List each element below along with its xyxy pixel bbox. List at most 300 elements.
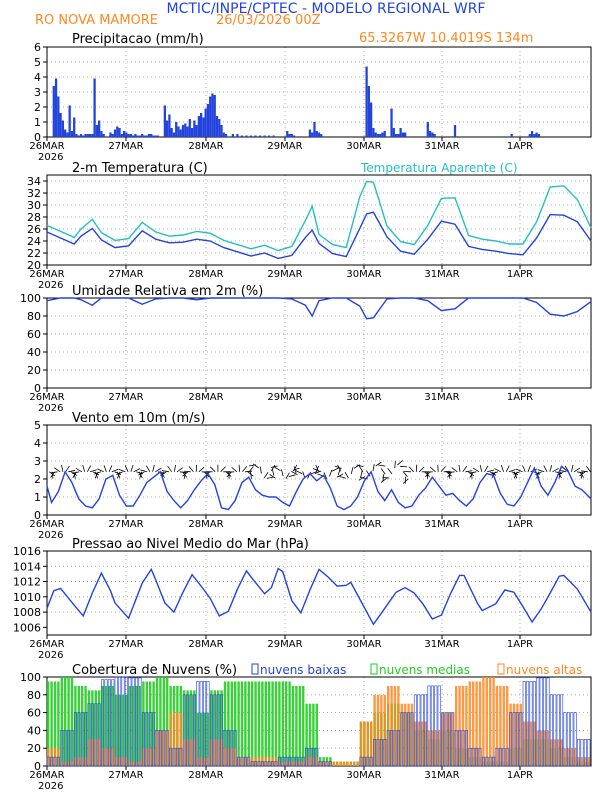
cloud-bar-2 bbox=[360, 722, 362, 767]
wind-arrow bbox=[444, 471, 451, 472]
cloud-bar-1 bbox=[132, 686, 134, 766]
wind-arrow bbox=[83, 465, 85, 472]
panels bbox=[13, 32, 591, 792]
cloud-bar-2 bbox=[285, 762, 287, 766]
wind-arrow bbox=[245, 471, 252, 472]
y-tick-label: 20 bbox=[27, 742, 41, 756]
wind-arrow bbox=[448, 472, 455, 473]
y-tick-label: 22 bbox=[27, 247, 41, 260]
precip-bar bbox=[182, 125, 184, 137]
precip-bar bbox=[293, 136, 295, 138]
x-tick-label: 26MAR bbox=[29, 770, 65, 781]
x-tick-label: 1APR bbox=[506, 269, 534, 280]
cloud-bar-2 bbox=[244, 757, 246, 766]
y-tick-label: 0 bbox=[34, 509, 41, 522]
panel-title: Umidade Relativa em 2m (%) bbox=[72, 284, 264, 299]
cloud-bar-2 bbox=[282, 762, 284, 766]
wind-arrow bbox=[339, 476, 346, 478]
precip-bar bbox=[429, 131, 431, 137]
wind-arrow bbox=[452, 468, 458, 472]
wind-arrow bbox=[574, 468, 580, 472]
precip-bar bbox=[127, 134, 129, 137]
wind-arrow bbox=[271, 465, 275, 471]
x-tick-label: 26MAR bbox=[29, 519, 65, 530]
precip-bar bbox=[155, 136, 157, 138]
x-tick-year: 2026 bbox=[38, 650, 64, 661]
precip-bar bbox=[384, 131, 386, 137]
precip-bar bbox=[198, 116, 200, 137]
cloud-bar-2 bbox=[462, 686, 464, 766]
wind-arrow bbox=[506, 466, 509, 472]
panel-frame bbox=[47, 175, 591, 265]
precip-bar bbox=[259, 136, 261, 138]
cloud-bar-1 bbox=[129, 686, 131, 766]
cloud-bar-2 bbox=[520, 704, 522, 766]
cloud-bar-2 bbox=[492, 677, 494, 766]
cloud-bar-1 bbox=[61, 677, 63, 766]
cloud-bar-1 bbox=[282, 681, 284, 766]
precip-bar bbox=[232, 134, 234, 137]
precip-bar bbox=[404, 133, 406, 138]
precip-bar bbox=[118, 128, 120, 137]
precip-bar bbox=[53, 86, 55, 137]
cloud-bar-2 bbox=[118, 757, 120, 766]
wind-arrow bbox=[87, 466, 90, 472]
wind-arrow bbox=[538, 470, 545, 472]
cloud-bar-1 bbox=[74, 686, 76, 766]
cloud-bar-1 bbox=[268, 681, 270, 766]
wind-arrow bbox=[400, 466, 407, 467]
precip-bar bbox=[397, 134, 399, 137]
y-tick-label: 80 bbox=[27, 310, 41, 323]
x-tick-label: 30MAR bbox=[346, 519, 382, 530]
cloud-bar-2 bbox=[84, 757, 86, 766]
cloud-bar-2 bbox=[309, 757, 311, 766]
y-tick-label: 1006 bbox=[13, 621, 41, 635]
precip-bar bbox=[193, 121, 195, 138]
cloud-bar-1 bbox=[135, 686, 137, 766]
y-tick-label: 4 bbox=[34, 437, 41, 450]
y-tick-label: 5 bbox=[34, 56, 41, 69]
precip-bar bbox=[377, 134, 379, 137]
x-tick-label: 26MAR bbox=[29, 639, 65, 650]
cloud-bar-1 bbox=[292, 686, 294, 766]
precip-bar bbox=[431, 133, 433, 138]
precip-bar bbox=[365, 67, 367, 138]
cloud-bar-2 bbox=[173, 713, 175, 766]
cloud-bar-2 bbox=[346, 762, 348, 766]
wind-arrow bbox=[153, 465, 155, 472]
wind-arrow bbox=[395, 461, 396, 468]
y-tick-label: 20 bbox=[27, 364, 41, 377]
cloud-bar-2 bbox=[516, 704, 518, 766]
x-tick-label: 31MAR bbox=[424, 141, 460, 152]
cloud-bar-1 bbox=[288, 681, 290, 766]
y-tick-label: 34 bbox=[27, 175, 41, 188]
precip-bar bbox=[96, 125, 98, 137]
precip-bar bbox=[313, 122, 315, 137]
cloud-bar-2 bbox=[547, 730, 549, 766]
x-tick-label: 28MAR bbox=[188, 141, 224, 152]
cloud-bar-2 bbox=[458, 686, 460, 766]
header-location: RO NOVA MAMORE bbox=[35, 13, 159, 28]
y-tick-label: 32 bbox=[27, 187, 41, 200]
precip-bar bbox=[62, 121, 64, 138]
cloud-bar-2 bbox=[278, 762, 280, 766]
panel-title: Pressao ao Nivel Medio do Mar (hPa) bbox=[72, 537, 309, 552]
precip-bar bbox=[309, 130, 311, 138]
cloud-bar-1 bbox=[78, 686, 80, 766]
panel-5 bbox=[20, 663, 591, 792]
cloud-bar-2 bbox=[384, 695, 386, 766]
x-tick-label: 26MAR bbox=[29, 269, 65, 280]
cloud-bar-2 bbox=[370, 722, 372, 767]
legend-swatch bbox=[371, 664, 377, 674]
cloud-bar-2 bbox=[132, 762, 134, 766]
header-coords: 65.3267W 10.4019S 134m bbox=[359, 31, 534, 46]
wind-arrow bbox=[381, 468, 385, 474]
precip-bar bbox=[225, 134, 227, 137]
cloud-bar-2 bbox=[129, 762, 131, 766]
wind-arrow bbox=[119, 469, 126, 471]
cloud-bar-2 bbox=[186, 739, 188, 766]
cloud-bar-2 bbox=[377, 695, 379, 766]
wind-arrow bbox=[480, 465, 482, 472]
cloud-bar-2 bbox=[302, 762, 304, 766]
precip-bar bbox=[393, 128, 395, 137]
series-line-1 bbox=[47, 182, 591, 251]
y-tick-label: 3 bbox=[34, 455, 41, 468]
wind-arrow bbox=[289, 475, 296, 477]
cloud-bar-2 bbox=[210, 739, 212, 766]
cloud-bar-2 bbox=[414, 722, 416, 767]
y-tick-label: 40 bbox=[27, 346, 41, 359]
cloud-bar-2 bbox=[214, 739, 216, 766]
cloud-bar-2 bbox=[407, 704, 409, 766]
wind-arrow bbox=[528, 465, 531, 472]
cloud-bar-1 bbox=[139, 686, 141, 766]
cloud-bar-2 bbox=[523, 722, 525, 767]
precip-bar bbox=[202, 118, 204, 138]
precip-bar bbox=[399, 128, 401, 137]
precip-bar bbox=[273, 136, 275, 138]
cloud-bar-2 bbox=[193, 739, 195, 766]
cloud-bar-2 bbox=[404, 704, 406, 766]
wind-arrow bbox=[264, 472, 268, 478]
wind-arrow bbox=[359, 477, 365, 481]
cloud-bar-1 bbox=[312, 704, 314, 766]
cloud-bar-2 bbox=[81, 757, 83, 766]
y-tick-label: 1008 bbox=[13, 606, 41, 620]
precip-bar bbox=[454, 125, 456, 137]
panel-title: Vento em 10m (m/s) bbox=[72, 411, 206, 426]
wind-arrow bbox=[552, 468, 558, 471]
y-tick-label: 5 bbox=[34, 419, 41, 432]
cloud-bar-2 bbox=[112, 748, 114, 766]
cloud-bar-1 bbox=[237, 681, 239, 766]
precip-bar bbox=[375, 133, 377, 138]
precip-bar bbox=[286, 131, 288, 137]
cloud-bar-2 bbox=[169, 713, 171, 766]
header-run: 26/03/2026 00Z bbox=[216, 13, 321, 28]
panel-2 bbox=[20, 284, 591, 414]
legend-apparent: Temperatura Aparente (C) bbox=[361, 161, 518, 175]
precip-bar bbox=[533, 134, 535, 137]
cloud-bar-1 bbox=[309, 704, 311, 766]
x-tick-label: 27MAR bbox=[108, 141, 144, 152]
precip-bar bbox=[112, 134, 114, 137]
x-tick-label: 30MAR bbox=[346, 639, 382, 650]
precip-bar bbox=[254, 136, 256, 138]
cloud-bar-1 bbox=[299, 686, 301, 766]
precip-bar bbox=[109, 133, 111, 138]
cloud-bar-2 bbox=[159, 730, 161, 766]
x-tick-label: 27MAR bbox=[108, 770, 144, 781]
cloud-bar-1 bbox=[295, 686, 297, 766]
precip-bar bbox=[531, 131, 533, 137]
cloud-bar-2 bbox=[571, 748, 573, 766]
precip-bar bbox=[535, 133, 537, 138]
cloud-bar-2 bbox=[567, 748, 569, 766]
precip-bar bbox=[220, 125, 222, 137]
x-tick-label: 27MAR bbox=[108, 519, 144, 530]
x-tick-label: 31MAR bbox=[424, 392, 460, 403]
x-tick-label: 1APR bbox=[506, 392, 534, 403]
cloud-bar-2 bbox=[88, 739, 90, 766]
x-tick-label: 30MAR bbox=[346, 392, 382, 403]
x-tick-label: 31MAR bbox=[424, 519, 460, 530]
precip-bar bbox=[121, 134, 123, 137]
cloud-bar-2 bbox=[445, 713, 447, 766]
cloud-bar-1 bbox=[316, 704, 318, 766]
cloud-bar-2 bbox=[217, 739, 219, 766]
cloud-bar-2 bbox=[363, 722, 365, 767]
precip-bar bbox=[538, 134, 540, 137]
precip-bar bbox=[98, 121, 100, 138]
y-tick-label: 1012 bbox=[13, 575, 41, 589]
precip-bar bbox=[236, 134, 238, 137]
precip-bar bbox=[209, 97, 211, 138]
x-tick-label: 1APR bbox=[506, 519, 534, 530]
cloud-bar-2 bbox=[227, 748, 229, 766]
cloud-bar-1 bbox=[244, 681, 246, 766]
cloud-bar-2 bbox=[486, 677, 488, 766]
cloud-bar-2 bbox=[441, 713, 443, 766]
wind-arrow bbox=[177, 468, 183, 472]
cloud-bar-2 bbox=[390, 686, 392, 766]
x-tick-label: 28MAR bbox=[188, 519, 224, 530]
cloud-bar-2 bbox=[61, 762, 63, 766]
cloud-bar-2 bbox=[64, 762, 66, 766]
precip-bar bbox=[189, 119, 191, 137]
precip-bar bbox=[69, 106, 71, 138]
cloud-bar-2 bbox=[108, 748, 110, 766]
wind-arrow bbox=[430, 467, 435, 472]
cloud-bar-2 bbox=[207, 757, 209, 766]
wind-arrow bbox=[459, 465, 460, 472]
wind-arrow bbox=[351, 467, 353, 474]
y-tick-label: 1014 bbox=[13, 560, 41, 574]
precip-bar bbox=[379, 134, 381, 137]
y-tick-label: 2 bbox=[34, 101, 41, 114]
wind-arrow bbox=[184, 471, 191, 472]
cloud-bar-2 bbox=[156, 730, 158, 766]
cloud-bar-2 bbox=[543, 730, 545, 766]
y-tick-label: 40 bbox=[27, 724, 41, 738]
wind-arrow bbox=[465, 471, 472, 472]
panel-1 bbox=[27, 161, 591, 291]
wind-arrow bbox=[54, 468, 60, 472]
cloud-bar-2 bbox=[122, 757, 124, 766]
wind-arrow bbox=[345, 472, 348, 478]
precip-bar bbox=[186, 127, 188, 138]
wind-arrow bbox=[484, 466, 488, 472]
series-line bbox=[47, 466, 591, 509]
cloud-bar-2 bbox=[401, 704, 403, 766]
precip-bar bbox=[143, 136, 145, 138]
precip-bar bbox=[55, 79, 57, 138]
cloud-bar-2 bbox=[74, 757, 76, 766]
cloud-bar-1 bbox=[64, 677, 66, 766]
panel-title: Cobertura de Nuvens (%) bbox=[72, 663, 238, 678]
wind-arrow bbox=[516, 469, 522, 472]
x-tick-label: 1APR bbox=[506, 141, 534, 152]
cloud-bar-2 bbox=[237, 757, 239, 766]
cloud-bar-2 bbox=[499, 686, 501, 766]
panel-title: 2-m Temperatura (C) bbox=[72, 161, 208, 176]
cloud-bar-2 bbox=[424, 722, 426, 767]
precip-bar bbox=[148, 134, 150, 137]
precip-bar bbox=[71, 131, 73, 137]
precip-bar bbox=[125, 133, 127, 138]
x-tick-label: 28MAR bbox=[188, 770, 224, 781]
x-tick-label: 29MAR bbox=[267, 392, 303, 403]
precip-bar bbox=[263, 136, 265, 138]
wind-arrow bbox=[242, 466, 246, 471]
cloud-bar-2 bbox=[91, 739, 93, 766]
cloud-bar-2 bbox=[248, 757, 250, 766]
precip-bar bbox=[177, 127, 179, 138]
y-tick-label: 28 bbox=[27, 211, 41, 224]
wind-arrow bbox=[125, 465, 128, 471]
precip-bar bbox=[89, 134, 91, 137]
cloud-bar-1 bbox=[305, 704, 307, 766]
y-tick-label: 1016 bbox=[13, 545, 41, 558]
cloud-bar-2 bbox=[533, 722, 535, 767]
cloud-bar-2 bbox=[584, 757, 586, 766]
cloud-bar-2 bbox=[288, 762, 290, 766]
cloud-bar-2 bbox=[353, 762, 355, 766]
cloud-bar-2 bbox=[95, 739, 97, 766]
precip-bar bbox=[150, 134, 152, 137]
cloud-bar-2 bbox=[489, 677, 491, 766]
y-tick-label: 1 bbox=[34, 116, 41, 129]
panel-frame bbox=[47, 425, 591, 515]
y-tick-label: 100 bbox=[20, 671, 41, 684]
cloud-bar-2 bbox=[336, 762, 338, 766]
wind-arrow bbox=[509, 469, 516, 471]
cloud-bar-2 bbox=[482, 677, 484, 766]
cloud-bar-2 bbox=[581, 757, 583, 766]
wind-arrow bbox=[397, 460, 402, 464]
x-tick-label: 27MAR bbox=[108, 392, 144, 403]
cloud-bar-2 bbox=[98, 739, 100, 766]
precip-bar bbox=[370, 103, 372, 138]
cloud-bar-2 bbox=[479, 681, 481, 766]
wind-arrow bbox=[286, 473, 289, 479]
cloud-bar-2 bbox=[448, 713, 450, 766]
precip-bar bbox=[57, 97, 59, 138]
precip-bar bbox=[164, 106, 166, 138]
cloud-bar-2 bbox=[101, 748, 103, 766]
cloud-bar-2 bbox=[142, 748, 144, 766]
cloud-bar-2 bbox=[329, 762, 331, 766]
precip-bar bbox=[91, 134, 93, 137]
cloud-bar-2 bbox=[241, 757, 243, 766]
y-tick-label: 20 bbox=[27, 259, 41, 272]
precip-bar bbox=[245, 136, 247, 138]
y-tick-label: 60 bbox=[27, 706, 41, 720]
wind-arrow bbox=[463, 466, 467, 472]
precip-bar bbox=[427, 122, 429, 137]
precip-bar bbox=[433, 134, 435, 137]
cloud-bar-1 bbox=[251, 681, 253, 766]
x-tick-label: 31MAR bbox=[424, 770, 460, 781]
cloud-bar-2 bbox=[322, 762, 324, 766]
wind-arrow bbox=[210, 467, 215, 472]
wind-arrow bbox=[68, 470, 75, 471]
panel-3 bbox=[29, 411, 591, 541]
wind-arrow bbox=[293, 468, 300, 470]
cloud-bar-2 bbox=[203, 757, 205, 766]
panel-title: Precipitacao (mm/h) bbox=[72, 32, 204, 47]
precip-bar bbox=[291, 134, 293, 137]
legend-label: nuvens baixas bbox=[260, 663, 347, 677]
series-line bbox=[47, 298, 591, 319]
cloud-bar-2 bbox=[343, 762, 345, 766]
precip-bar bbox=[82, 136, 84, 138]
precip-bar bbox=[134, 134, 136, 137]
wind-arrow bbox=[146, 466, 150, 472]
precip-bar bbox=[80, 134, 82, 137]
cloud-bar-2 bbox=[431, 730, 433, 766]
y-tick-label: 0 bbox=[34, 131, 41, 144]
cloud-bar-1 bbox=[84, 686, 86, 766]
cloud-bar-2 bbox=[152, 748, 154, 766]
y-tick-label: 1010 bbox=[13, 590, 41, 604]
wind-arrow bbox=[495, 469, 501, 472]
precip-bar bbox=[166, 121, 168, 138]
cloud-bar-2 bbox=[540, 730, 542, 766]
precip-bar bbox=[171, 128, 173, 137]
panel-frame bbox=[47, 551, 591, 635]
precip-bar bbox=[214, 95, 216, 137]
cloud-bar-1 bbox=[241, 681, 243, 766]
cloud-bar-2 bbox=[421, 722, 423, 767]
precip-bar bbox=[84, 134, 86, 137]
wind-arrow bbox=[523, 465, 526, 471]
precip-bar bbox=[93, 79, 95, 138]
precip-bar bbox=[241, 136, 243, 138]
x-tick-label: 29MAR bbox=[267, 639, 303, 650]
cloud-bar-2 bbox=[564, 748, 566, 766]
wind-arrow bbox=[473, 468, 479, 472]
wind-arrow bbox=[253, 464, 259, 468]
wind-arrow bbox=[104, 465, 106, 472]
precip-bar bbox=[100, 131, 102, 137]
precip-bar bbox=[368, 86, 370, 137]
cloud-bar-2 bbox=[438, 730, 440, 766]
